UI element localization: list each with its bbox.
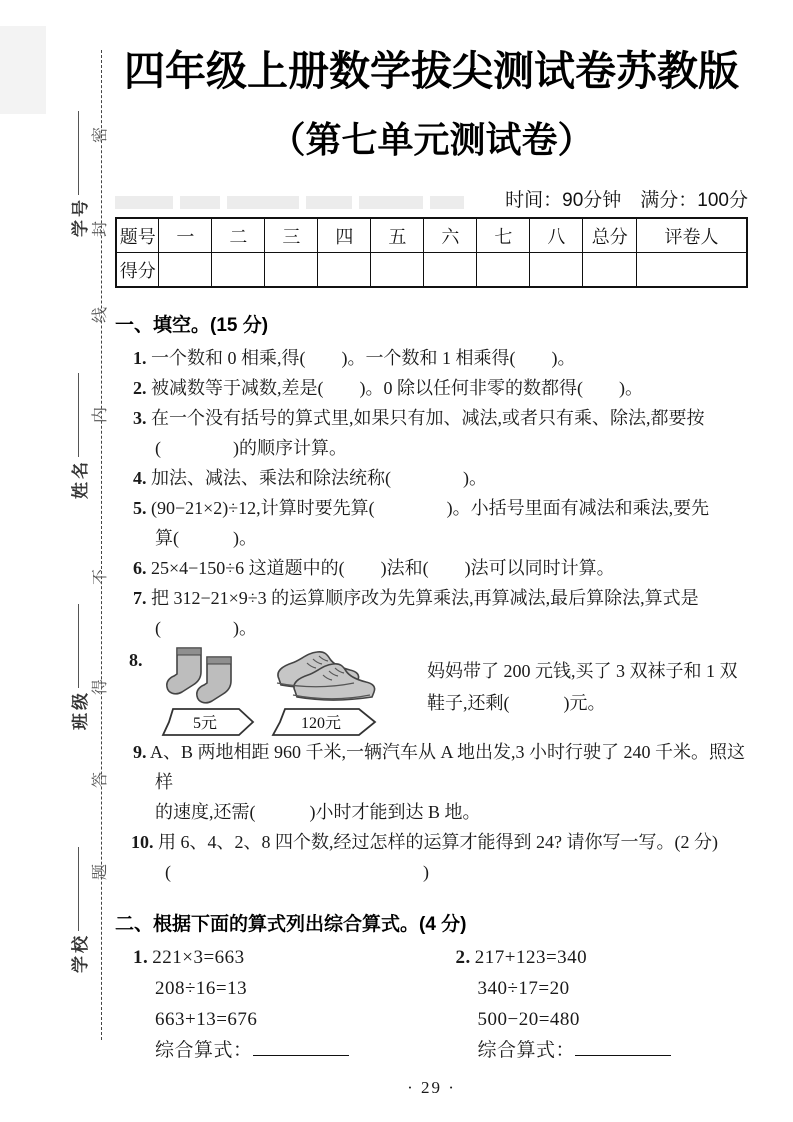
seal-char: 内 — [92, 407, 109, 424]
fill-in-line — [78, 111, 79, 195]
question-8-text: 妈妈带了 200 元钱,买了 3 双袜子和 1 双鞋子,还剩( )元。 — [427, 661, 738, 713]
question-10-answer-blank: ( ) — [165, 862, 429, 882]
equation: 217+123=340 — [474, 947, 588, 968]
score-cell — [424, 253, 477, 288]
section-2-heading: 二、根据下面的算式列出综合算式。(4 分) — [115, 914, 467, 935]
score-cell — [159, 253, 212, 288]
name-field — [65, 373, 91, 529]
school-field — [65, 847, 91, 1003]
shoes-price-tag — [271, 707, 379, 737]
score-header-cell: 六 — [424, 218, 477, 253]
score-cell — [318, 253, 371, 288]
question-5-continued: 算( )。 — [155, 528, 257, 548]
equation: 221×3=663 — [152, 947, 245, 968]
seal-char: 封 — [92, 221, 109, 238]
equation: 500−20=480 — [477, 1009, 580, 1030]
seal-char: 答 — [92, 772, 109, 789]
svg-text:5元: 5元 — [192, 715, 218, 732]
score-table-score-row — [116, 253, 747, 288]
question-7: 7. 把 312−21×9÷3 的运算顺序改为先算乘法,再算减法,最后算除法,算式是 — [133, 588, 699, 608]
score-cell — [477, 253, 530, 288]
sneakers-image — [265, 645, 385, 707]
seal-dashed-line — [101, 50, 102, 1040]
score-cell — [637, 253, 747, 288]
score-cell — [583, 253, 637, 288]
question-6: 6. 25×4−150÷6 这道题中的( )法和( )法可以同时计算。 — [133, 558, 615, 578]
question-9-continued: 的速度,还需( )小时才能到达 B 地。 — [155, 802, 481, 822]
fill-in-line — [78, 847, 79, 931]
name-label: 姓名 — [70, 459, 90, 499]
fill-in-line — [78, 373, 79, 457]
score-header-cell: 四 — [318, 218, 371, 253]
question-8: 8. 5元 120元 妈妈带了 200 元钱,买了 3 双袜子和 1 双鞋子,还剩( )元。 — [115, 645, 748, 737]
seal-char: 得 — [92, 679, 109, 696]
equation: 663+13=676 — [155, 1009, 258, 1030]
score-header-cell: 二 — [212, 218, 265, 253]
fill-in-line — [78, 604, 79, 688]
scan-artifact — [0, 26, 46, 114]
score-header-cell: 评卷人 — [637, 218, 747, 253]
score-cell — [371, 253, 424, 288]
class-field — [65, 604, 91, 760]
socks-image — [161, 645, 257, 707]
page-number: · 29 · — [407, 1078, 456, 1097]
section-1-heading: 一、填空。(15 分) — [115, 315, 269, 336]
faded-watermark — [115, 196, 464, 212]
question-9: 9. A、B 两地相距 960 千米,一辆汽车从 A 地出发,3 小时行驶了 240 千米。照这样 — [133, 742, 746, 792]
score-cell — [265, 253, 318, 288]
student-id-label: 学号 — [70, 197, 90, 237]
problem-2: 2. 217+123=340 340÷17=20 500−20=480 综合算式： — [432, 942, 749, 1066]
time-score-info: 时间：90分钟 满分：100分 — [505, 190, 748, 211]
score-table-header-row — [116, 218, 747, 253]
seal-char: 线 — [92, 307, 109, 324]
page-subtitle: （第七单元测试卷） — [269, 119, 594, 160]
page-title: 四年级上册数学拔尖测试卷苏教版 — [124, 48, 739, 94]
score-header-cell: 三 — [265, 218, 318, 253]
score-header-cell: 八 — [530, 218, 583, 253]
score-cell — [212, 253, 265, 288]
school-label: 学校 — [70, 933, 90, 973]
question-5: 5. (90−21×2)÷12,计算时要先算( )。小括号里面有减法和乘法,要先 — [133, 498, 710, 518]
question-3: 3. 在一个没有括号的算式里,如果只有加、减法,或者只有乘、除法,都要按 — [133, 408, 705, 428]
score-table — [115, 217, 748, 288]
score-header-cell: 总分 — [583, 218, 637, 253]
answer-blank-line — [253, 1040, 349, 1056]
question-4: 4. 加法、减法、乘法和除法统称( )。 — [133, 468, 487, 488]
class-label: 班级 — [70, 690, 90, 730]
answer-label: 综合算式： — [477, 1040, 576, 1061]
score-header-cell: 一 — [159, 218, 212, 253]
question-10: 10. 用 6、4、2、8 四个数,经过怎样的运算才能得到 24? 请你写一写。(2 分) — [131, 832, 718, 852]
shoes-figure — [265, 645, 385, 737]
score-cell — [530, 253, 583, 288]
score-row-label: 得分 — [116, 253, 159, 288]
score-header-cell: 七 — [477, 218, 530, 253]
student-id-field — [65, 111, 91, 267]
svg-text:120元: 120元 — [300, 715, 342, 732]
answer-blank-line — [575, 1040, 671, 1056]
question-3-continued: ( )的顺序计算。 — [155, 438, 347, 458]
section-2-problems — [115, 942, 748, 1066]
question-7-continued: ( )。 — [155, 618, 257, 638]
equation: 208÷16=13 — [155, 978, 248, 999]
seal-char: 题 — [92, 864, 109, 881]
seal-char: 不 — [92, 569, 109, 586]
socks-price-tag — [161, 707, 257, 737]
socks-figure — [161, 645, 257, 737]
question-2: 2. 被减数等于减数,差是( )。0 除以任何非零的数都得( )。 — [133, 378, 643, 398]
score-header-cell: 题号 — [116, 218, 159, 253]
score-header-cell: 五 — [371, 218, 424, 253]
seal-char: 密 — [92, 127, 109, 144]
equation: 340÷17=20 — [477, 978, 570, 999]
problem-1: 1. 221×3=663 208÷16=13 663+13=676 综合算式： — [115, 942, 432, 1066]
answer-label: 综合算式： — [155, 1040, 253, 1061]
question-1: 1. 一个数和 0 相乘,得( )。一个数和 1 相乘得( )。 — [133, 348, 576, 368]
